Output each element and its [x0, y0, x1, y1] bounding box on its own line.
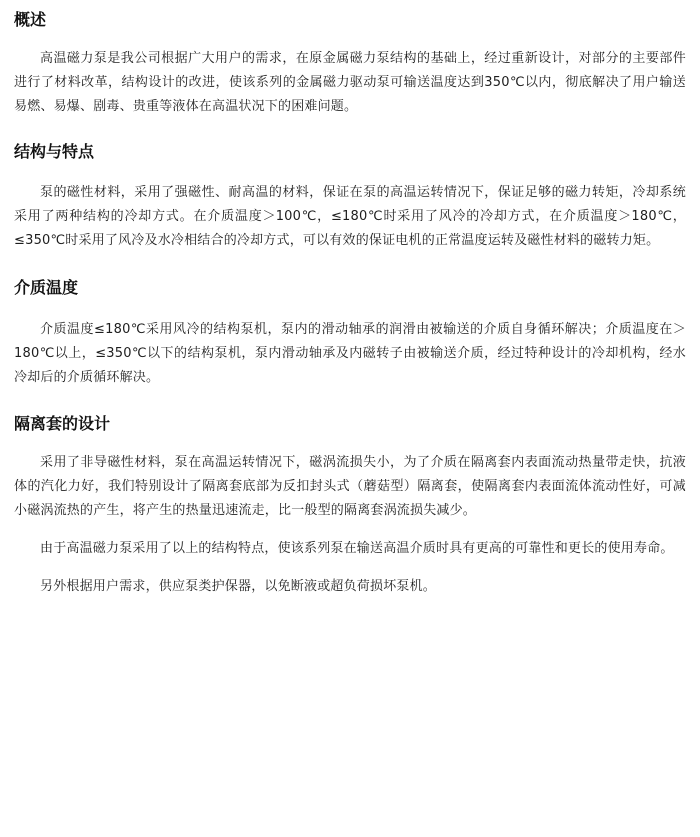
document-body — [14, 0, 686, 599]
section-title-sleeve-design: 隔离套的设计 — [14, 414, 111, 433]
paragraph-sleeve-design: 采用了非导磁性材料，泵在高温运转情况下，磁涡流损失小，为了介质在隔离套内表面流动热量带走快，抗液体的汽化力好，我们特别设计了隔离套底部为反扣封头式（蘑菇型）隔离套，使隔离套内表面流体流动性好，可减小磁涡流热的产生，将产生的热量迅速流走，比一般型的隔离套涡流损失减少。 — [14, 455, 686, 518]
paragraph-structure: 泵的磁性材料，采用了强磁性、耐高温的材料，保证在泵的高温运转情况下，保证足够的磁力转矩，冷却系统采用了两种结构的冷却方式。在介质温度＞100℃，≤180℃时采用了风冷的冷却方式，在介质温度＞180℃，≤350℃时采用了风冷及水冷相结合的冷却方式，可以有效的保证电机的正常温度运转及磁性材料的磁转力矩。 — [14, 185, 686, 248]
paragraph-summary: 由于高温磁力泵采用了以上的结构特点，使该系列泵在输送高温介质时具有更高的可靠性和更长的使用寿命。 — [40, 541, 674, 556]
section-title-overview: 概述 — [14, 10, 47, 29]
section-title-structure: 结构与特点 — [14, 142, 95, 161]
section-title-medium-temperature: 介质温度 — [14, 278, 79, 297]
paragraph-overview: 高温磁力泵是我公司根据广大用户的需求，在原金属磁力泵结构的基础上，经过重新设计，对部分的主要部件进行了材料改革，结构设计的改进，使该系列的金属磁力驱动泵可输送温度达到350℃以内，彻底解决了用户输送易燃、易爆、剧毒、贵重等液体在高温状况下的困难问题。 — [14, 51, 686, 114]
paragraph-medium-temperature: 介质温度≤180℃采用风冷的结构泵机，泵内的滑动轴承的润滑由被输送的介质自身循环解决；介质温度在＞180℃以上，≤350℃以下的结构泵机，泵内滑动轴承及内磁转子由被输送介质，经过特种设计的冷却机构，经水冷却后的介质循环解决。 — [14, 322, 686, 385]
paragraph-protector-note: 另外根据用户需求，供应泵类护保器，以免断液或超负荷损坏泵机。 — [40, 579, 437, 594]
